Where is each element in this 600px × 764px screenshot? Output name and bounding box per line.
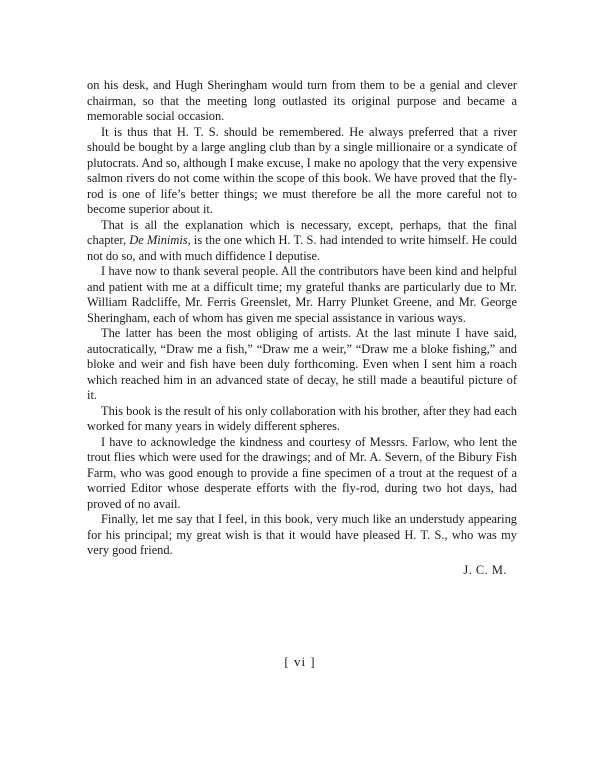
page-number: [ vi ] <box>284 654 316 669</box>
paragraph-7 <box>87 435 517 513</box>
paragraph-5-text: The latter has been the most obliging of artists. At the last minute I have said, autocratically, “Draw me a fish,” “Draw me a weir,” “Draw me a bloke fishing,” and bloke and weir and fish have been duly forthcoming. Even when I sent him a roach which reached him in an advanced state of decay, he still made a beautiful picture of it. <box>87 326 517 402</box>
paragraph-8-text: Finally, let me say that I feel, in this book, very much like an understudy appearing for his principal; my great wish is that it would have pleased H. T. S., who was my very good friend. <box>87 512 517 557</box>
paragraph-6-text: This book is the result of his only collaboration with his brother, after they had each worked for many years in widely different spheres. <box>87 403 517 433</box>
paragraph-3-text-after: is the one which H. T. S. had intended to write himself. He could not do so, and with much diffidence I deputise. <box>87 233 517 263</box>
paragraph-2 <box>87 125 517 218</box>
chapter-title-de-minimis: De Minimis, <box>129 233 191 247</box>
paragraph-5 <box>87 326 517 404</box>
preface-body <box>87 78 517 578</box>
paragraph-1 <box>87 78 517 125</box>
paragraph-4-text: I have now to thank several people. All the contributors have been kind and helpful and patient with me at a difficult time; my grateful thanks are particularly due to Mr. William Radcliffe, Mr. Ferris Greenslet, Mr. Harry Plunket Greene, and Mr. George Sheringham, each of whom has given me special assistance in various ways. <box>87 264 517 325</box>
paragraph-6 <box>87 404 517 435</box>
paragraph-4 <box>87 264 517 326</box>
paragraph-3 <box>87 218 517 265</box>
paragraph-2-text: It is thus that H. T. S. should be remembered. He always preferred that a river should be bought by a large angling club than by a single millionaire or a syndicate of plutocrats. And so, although I make excuse, I make no apology that the very expensive salmon rivers do not come within the scope of this book. We have proved that the fly-rod is one of life’s better things; we must therefore be all the more careful not to become superior about it. <box>87 124 517 216</box>
paragraph-1-text: on his desk, and Hugh Sheringham would turn from them to be a genial and clever chairman, so that the meeting long outlasted its original purpose and became a memorable social occasion. <box>87 78 517 123</box>
paragraph-3-text-before: That is all the explanation which is necessary, except, perhaps, that the final chapter, <box>87 217 517 247</box>
author-signature: J. C. M. <box>463 562 507 577</box>
paragraph-7-text: I have to acknowledge the kindness and courtesy of Messrs. Farlow, who lent the trout flies which were used for the drawings; and of Mr. A. Severn, of the Bibury Fish Farm, who was good enough to provide a fine specimen of a trout at the request of a worried Editor whose desperate efforts with the fly-rod, during two hot days, had proved of no avail. <box>87 434 517 511</box>
paragraph-8 <box>87 512 517 559</box>
